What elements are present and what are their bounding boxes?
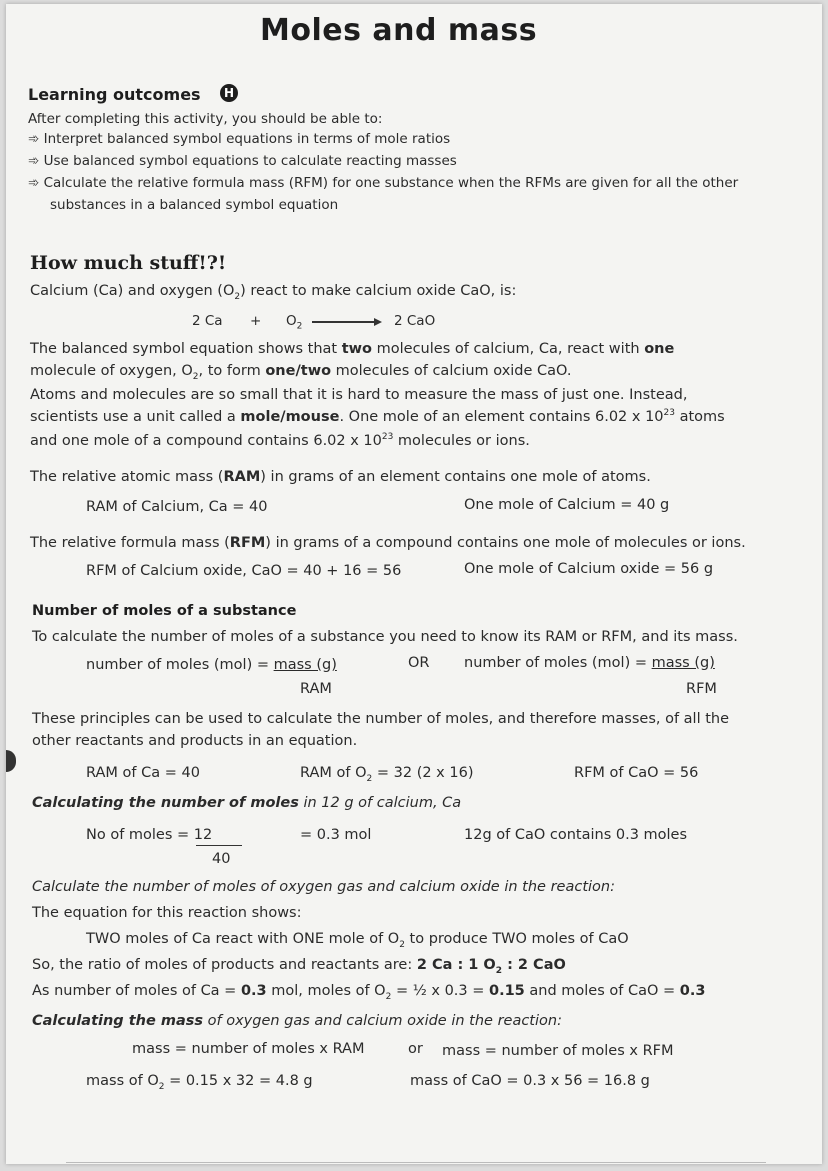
reaction-arrow xyxy=(312,321,376,323)
mass-cao-result: mass of CaO = 0.3 x 56 = 16.8 g xyxy=(410,1073,650,1089)
bullet-arrow-icon: ➾ xyxy=(28,131,40,147)
paragraph: molecule of oxygen, $O_2$, to form one/two molecules of calcium oxide CaO. xyxy=(30,363,572,382)
ram-definition: The relative atomic mass (RAM) in grams of an element contains one mole of atoms. xyxy=(30,469,651,485)
mole-ratio-sentence: TWO moles of Ca react with ONE mole of $O_2$ to produce TWO moles of CaO xyxy=(86,931,629,950)
ratio-line: So, the ratio of moles of products and reactants are: 2 Ca : 1 $O_2$ : 2 CaO xyxy=(32,957,566,976)
calc-mass-heading: Calculating the mass of oxygen gas and calcium oxide in the reaction: xyxy=(32,1013,562,1029)
bullet-arrow-icon: ➾ xyxy=(28,153,40,169)
page-bottom-rule xyxy=(66,1162,766,1163)
calc-moles-heading: Calculating the number of moles in 12 g of calcium, Ca xyxy=(32,795,462,811)
formula-rfm-denominator: RFM xyxy=(686,681,717,697)
outcome-item: ➾ Calculate the relative formula mass (RFM) for one substance when the RFMs are given for all the other xyxy=(28,175,739,191)
mole-calcium: One mole of Calcium = 40 g xyxy=(464,497,670,513)
equation-reactant-ca: 2 Ca xyxy=(192,313,223,329)
outcome-item: ➾ Use balanced symbol equations to calculate reacting masses xyxy=(28,153,457,169)
paragraph: These principles can be used to calculate the number of moles, and therefore masses, of all the xyxy=(32,711,730,727)
moles-calculation: No of moles = 12 xyxy=(86,827,213,843)
higher-tier-badge: H xyxy=(220,84,238,102)
rfm-cao-value: RFM of CaO = 56 xyxy=(574,765,699,781)
mass-o2-result: mass of $O_2 = 0.15$ x 32 = 4.8 g xyxy=(86,1073,313,1092)
outcome-item: ➾ Interpret balanced symbol equations in terms of mole ratios xyxy=(28,131,451,147)
equation-shows: The equation for this reaction shows: xyxy=(32,905,302,921)
paragraph: The balanced symbol equation shows that two molecules of calcium, Ca, react with one xyxy=(30,341,675,357)
formula-rfm: number of moles (mol) = mass (g) xyxy=(464,655,715,671)
mass-formula-or: or xyxy=(408,1041,423,1057)
paragraph: Atoms and molecules are so small that it is hard to measure the mass of just one. Instead, xyxy=(30,387,688,403)
page-title: Moles and mass xyxy=(260,13,538,48)
worksheet-page xyxy=(6,4,822,1164)
mass-formula-rfm: mass = number of moles x RFM xyxy=(442,1043,674,1059)
moles-intro: To calculate the number of moles of a substance you need to know its RAM or RFM, and its mass. xyxy=(32,629,738,645)
moles-result-line: As number of moles of Ca = 0.3 mol, moles of $O_2$ = ½ x 0.3 = 0.15 and moles of CaO = 0.3 xyxy=(32,983,706,1002)
learning-outcomes-heading: Learning outcomes xyxy=(28,85,201,104)
reaction-intro: Calcium (Ca) and oxygen $(O_2)$ react to make calcium oxide CaO, is: xyxy=(30,283,517,302)
paragraph: other reactants and products in an equation. xyxy=(32,733,358,749)
fraction-bar xyxy=(196,845,242,846)
rfm-calcium-oxide: RFM of Calcium oxide, CaO = 40 + 16 = 56 xyxy=(86,563,402,579)
moles-note: 12g of CaO contains 0.3 moles xyxy=(464,827,688,843)
formula-ram: number of moles (mol) = mass (g) xyxy=(86,657,337,673)
mole-calcium-oxide: One mole of Calcium oxide = 56 g xyxy=(464,561,714,577)
ram-ca-value: RAM of Ca = 40 xyxy=(86,765,200,781)
section-heading-number-of-moles: Number of moles of a substance xyxy=(32,603,297,619)
reaction-arrow-icon xyxy=(374,318,382,326)
equation-plus: + xyxy=(250,313,262,329)
rfm-definition: The relative formula mass (RFM) in grams of a compound contains one mole of molecules or ions. xyxy=(30,535,746,551)
binder-hole xyxy=(6,750,16,772)
formula-or: OR xyxy=(408,655,430,671)
bullet-arrow-icon: ➾ xyxy=(28,175,40,191)
section-heading-how-much: How much stuff!?! xyxy=(30,252,227,274)
equation-reactant-o2: $O_2$ xyxy=(286,313,303,332)
mass-formula-ram: mass = number of moles x RAM xyxy=(132,1041,365,1057)
moles-denominator: 40 xyxy=(212,851,231,867)
paragraph: scientists use a unit called a mole/mouse. One mole of an element contains 6.02 x $10^{23}$ atoms xyxy=(30,408,725,425)
ram-calcium: RAM of Calcium, Ca = 40 xyxy=(86,499,268,515)
question: Calculate the number of moles of oxygen gas and calcium oxide in the reaction: xyxy=(32,879,615,895)
ram-o2-value: RAM of $O_2 = 32$ (2 x 16) xyxy=(300,765,474,784)
outcomes-intro: After completing this activity, you should be able to: xyxy=(28,111,383,127)
moles-result: = 0.3 mol xyxy=(300,827,372,843)
outcome-item-continued: substances in a balanced symbol equation xyxy=(50,197,339,213)
formula-ram-denominator: RAM xyxy=(300,681,332,697)
paragraph: and one mole of a compound contains 6.02 x $10^{23}$ molecules or ions. xyxy=(30,432,530,449)
equation-product: 2 CaO xyxy=(394,313,436,329)
